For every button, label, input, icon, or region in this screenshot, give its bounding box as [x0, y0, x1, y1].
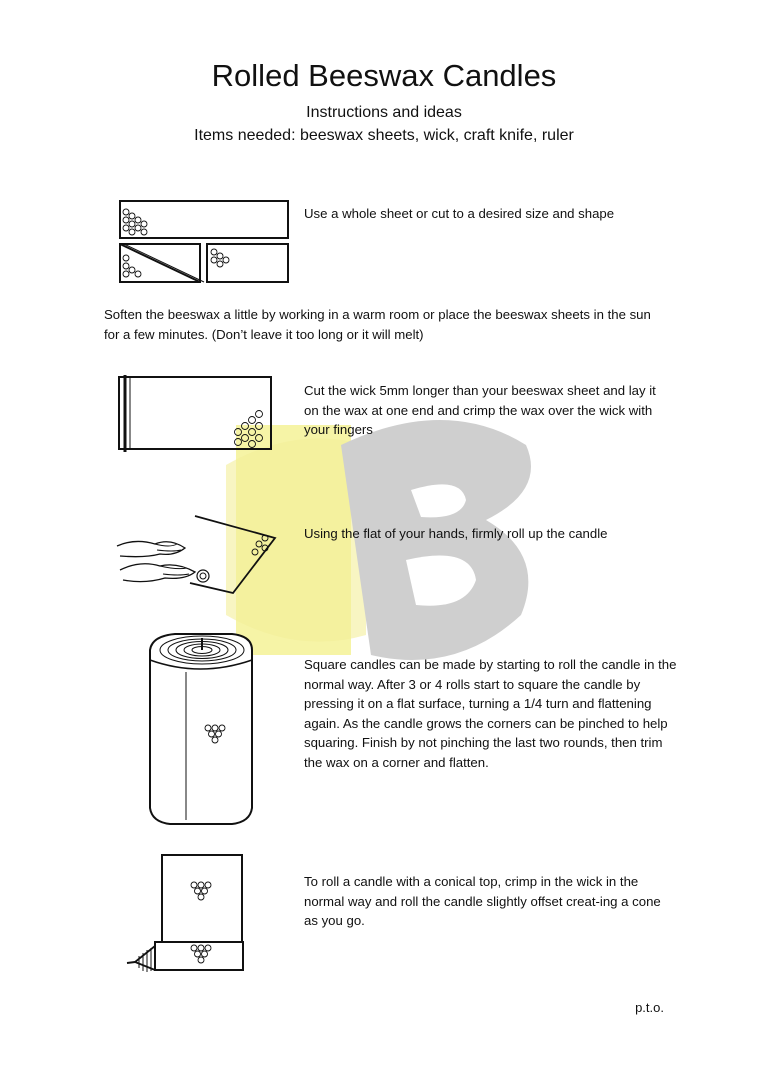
page-turn-note: p.t.o. [635, 1000, 664, 1015]
step-soften-text: Soften the beeswax a little by working in a warm room or place the beeswax sheets in the sun for a few minutes. (Don’t leave it too long or it will melt) [104, 307, 651, 342]
page-subtitle: Instructions and ideas [306, 104, 462, 121]
step-cut-sheet-text: Use a whole sheet or cut to a desired size and shape [304, 206, 615, 221]
step-conical-text: To roll a candle with a conical top, crimp in the wick in the normal way and roll the candle slightly offset creat-ing a cone as you go. [304, 874, 661, 928]
step-roll-text: Using the flat of your hands, firmly roll up the candle [304, 526, 608, 541]
hands-rolling-illustration [115, 508, 280, 598]
square-candle-illustration [140, 630, 265, 830]
step-wick-text: Cut the wick 5mm longer than your beeswax sheet and lay it on the wax at one end and crimp the wax over the wick with your fingers [304, 383, 656, 437]
page-title: Rolled Beeswax Candles [211, 58, 557, 93]
conical-candle-illustration [125, 850, 250, 978]
beeswax-sheets-illustration [110, 196, 295, 288]
items-needed: Items needed: beeswax sheets, wick, craft knife, ruler [194, 127, 574, 144]
wick-sheet-illustration [113, 372, 278, 454]
step-square-text: Square candles can be made by starting to roll the candle in the normal way. After 3 or 4 rolls start to square the candle by pressing it on a flat surface, turning a 1/4 turn and flattening again. As the candle grows the corners can be pinched to help squaring. Finish by not pinching the last two rounds, then trim the wax on a corner and flatten. [304, 657, 677, 770]
